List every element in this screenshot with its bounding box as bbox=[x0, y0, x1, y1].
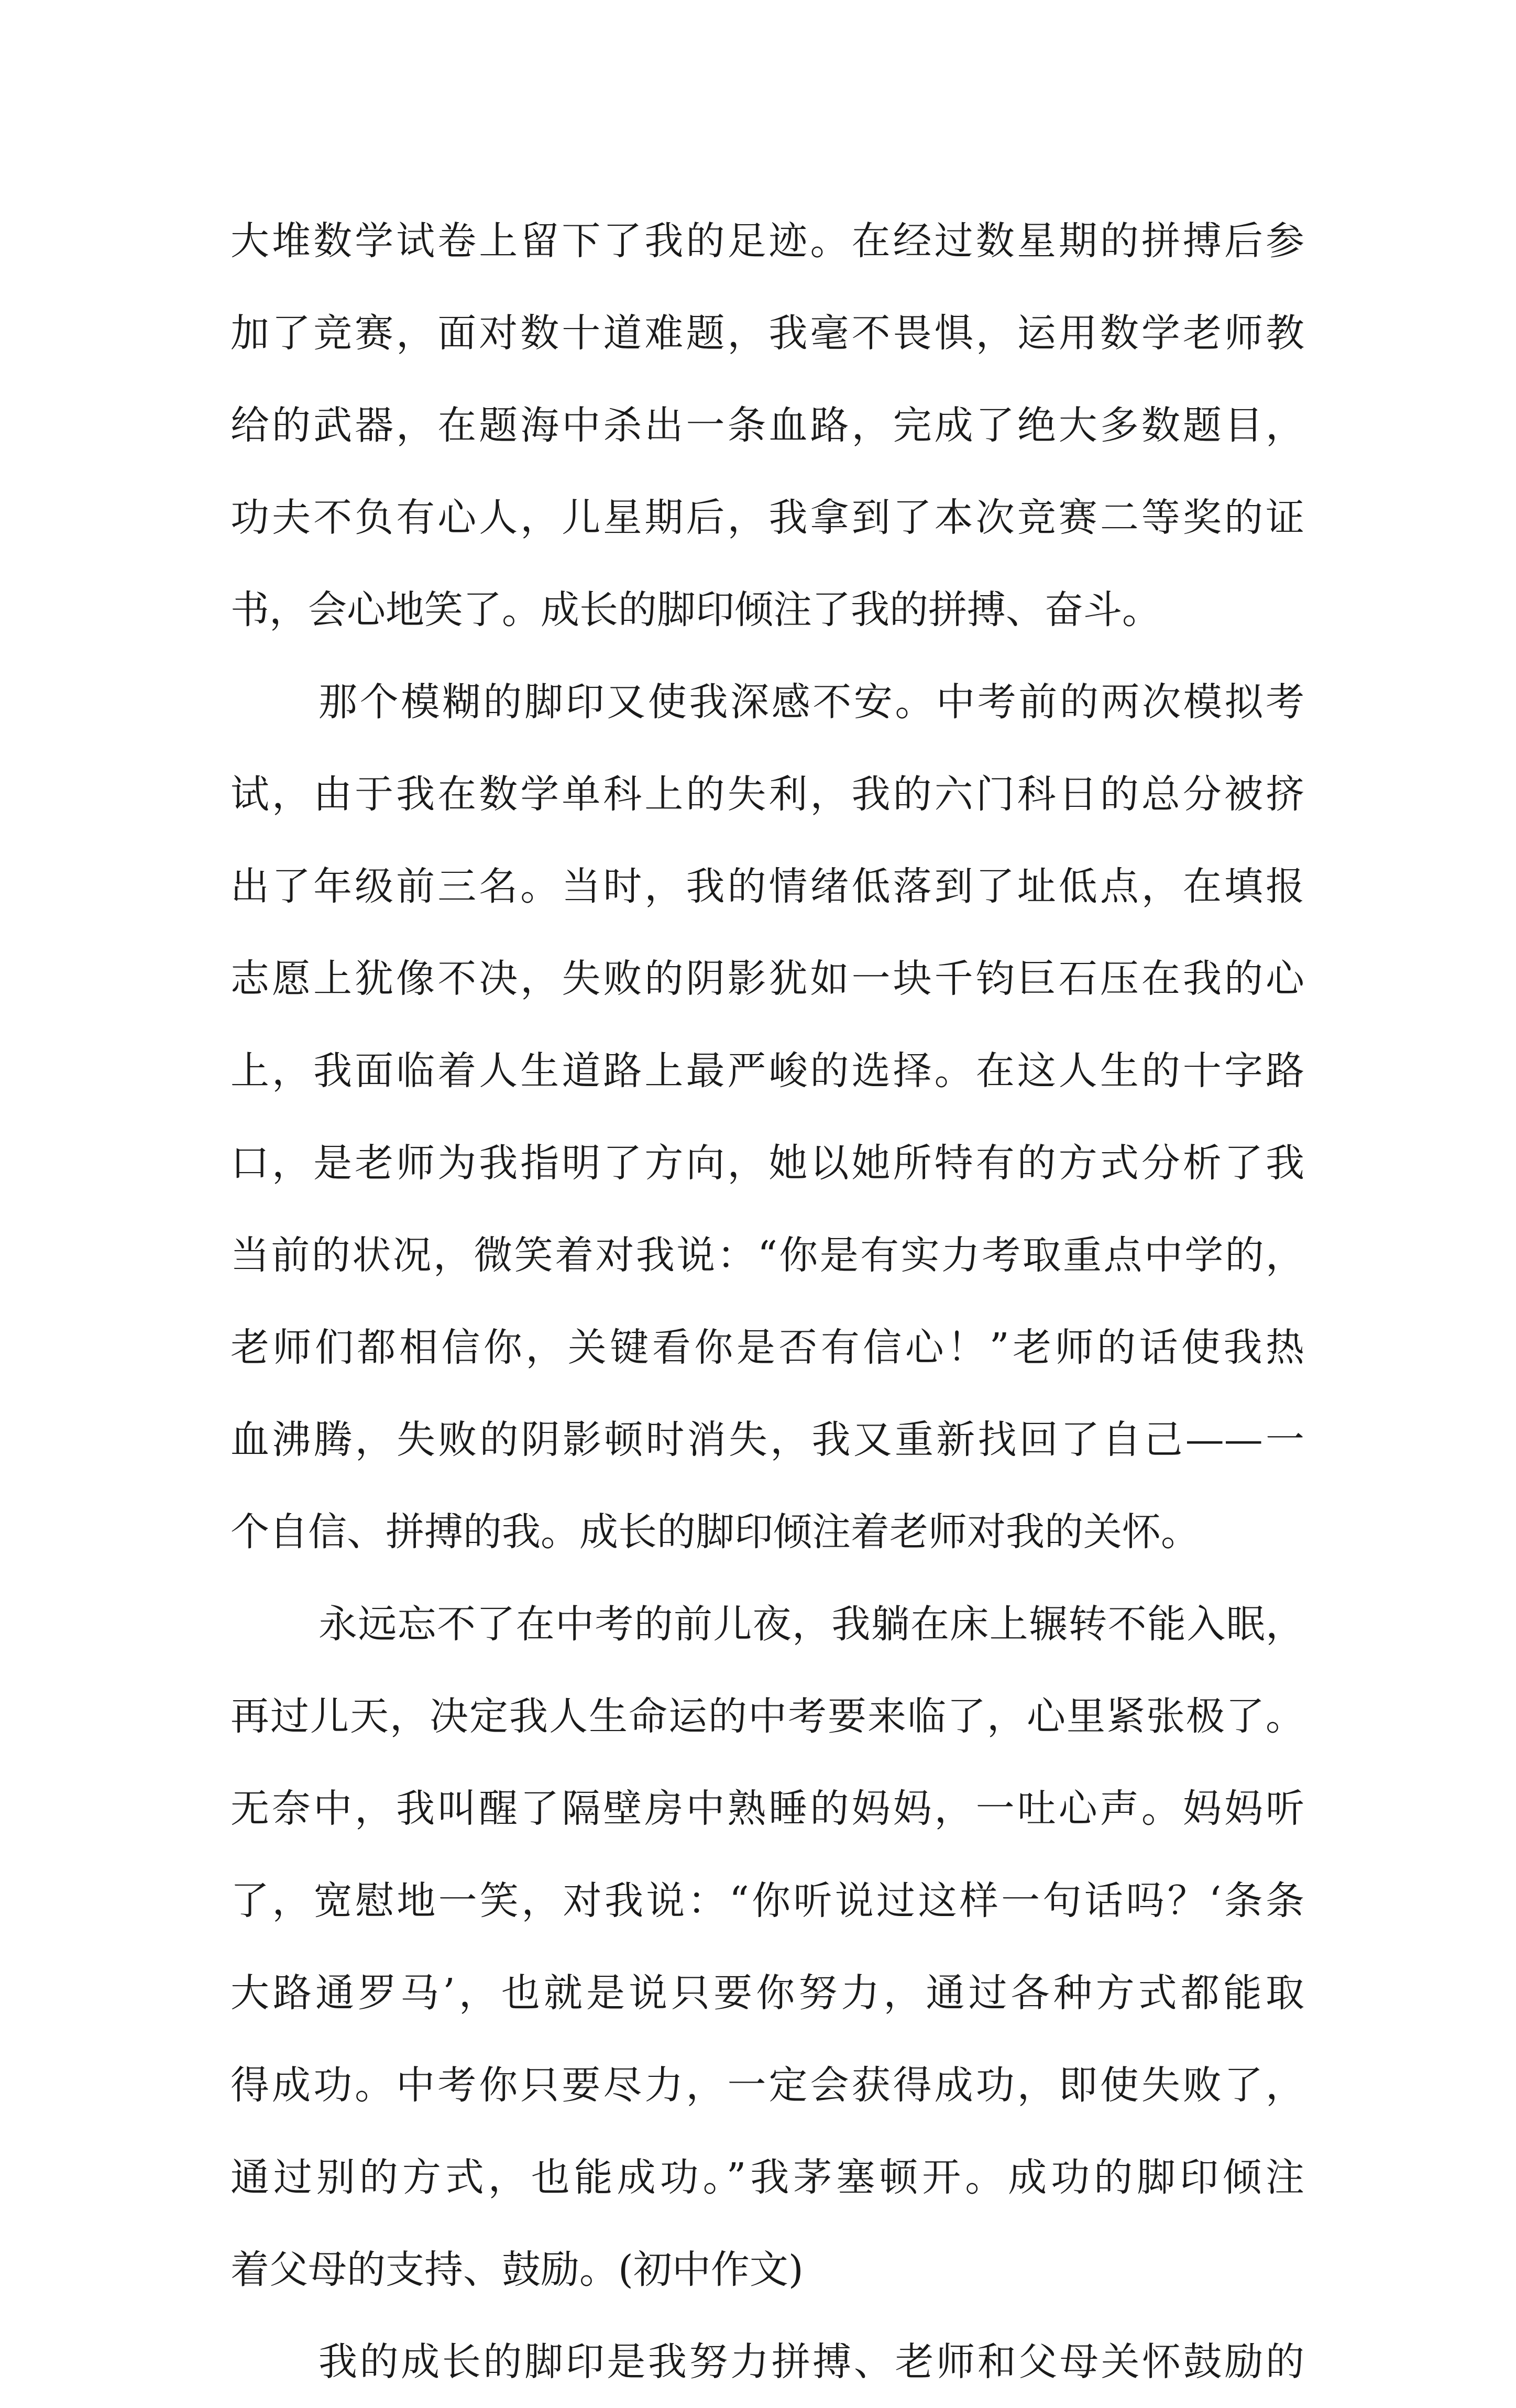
text-line: 当前的状况，微笑着对我说：“你是有实力考取重点中学的， bbox=[230, 1233, 1304, 1278]
text-line: 口，是老师为我指明了方向，她以她所特有的方式分析了我 bbox=[230, 1141, 1304, 1186]
text-line: 加了竞赛，面对数十道难题，我毫不畏惧，运用数学老师教 bbox=[230, 311, 1304, 356]
text-line: 血沸腾，失败的阴影顿时消失，我又重新找回了自己——一 bbox=[230, 1417, 1304, 1462]
text-line: 个自信、拼搏的我。成长的脚印倾注着老师对我的关怀。 bbox=[230, 1509, 1200, 1555]
text-line: 无奈中，我叫醒了隔壁房中熟睡的妈妈，一吐心声。妈妈听 bbox=[230, 1786, 1304, 1831]
text-line: 得成功。中考你只要尽力，一定会获得成功，即使失败了， bbox=[230, 2063, 1304, 2108]
text-line: 给的武器，在题海中杀出一条血路，完成了绝大多数题目， bbox=[230, 403, 1304, 448]
text-line: 功夫不负有心人，儿星期后，我拿到了本次竞赛二等奖的证 bbox=[230, 495, 1304, 540]
text-line: 永远忘不了在中考的前儿夜，我躺在床上辗转不能入眠， bbox=[318, 1602, 1304, 1647]
text-line: 大路通罗马’，也就是说只要你努力，通过各种方式都能取 bbox=[230, 1971, 1304, 2016]
text-line: 了，宽慰地一笑，对我说：“你听说过这样一句话吗？‘条条 bbox=[230, 1878, 1304, 1923]
text-line: 着父母的支持、鼓励。(初中作文) bbox=[230, 2247, 804, 2292]
text-line: 老师们都相信你，关键看你是否有信心！”老师的话使我热 bbox=[230, 1325, 1304, 1370]
text-line: 试，由于我在数学单科上的失利，我的六门科日的总分被挤 bbox=[230, 772, 1304, 817]
text-line: 我的成长的脚印是我努力拼搏、老师和父母关怀鼓励的 bbox=[318, 2339, 1304, 2384]
text-line: 上，我面临着人生道路上最严峻的选择。在这人生的十字路 bbox=[230, 1048, 1304, 1093]
text-line: 通过别的方式，也能成功。”我茅塞顿开。成功的脚印倾注 bbox=[230, 2155, 1304, 2200]
text-line: 那个模糊的脚印又使我深感不安。中考前的两次模拟考 bbox=[318, 680, 1304, 725]
text-line: 再过儿天，决定我人生命运的中考要来临了，心里紧张极了。 bbox=[230, 1694, 1304, 1739]
text-line: 出了年级前三名。当时，我的情绪低落到了址低点，在填报 bbox=[230, 864, 1304, 909]
essay-body bbox=[230, 195, 1304, 2408]
text-line: 书，会心地笑了。成长的脚印倾注了我的拼搏、奋斗。 bbox=[230, 587, 1161, 632]
text-line: 大堆数学试卷上留下了我的足迹。在经过数星期的拼搏后参 bbox=[230, 218, 1304, 264]
text-line: 志愿上犹像不决，失败的阴影犹如一块千钧巨石压在我的心 bbox=[230, 956, 1304, 1001]
